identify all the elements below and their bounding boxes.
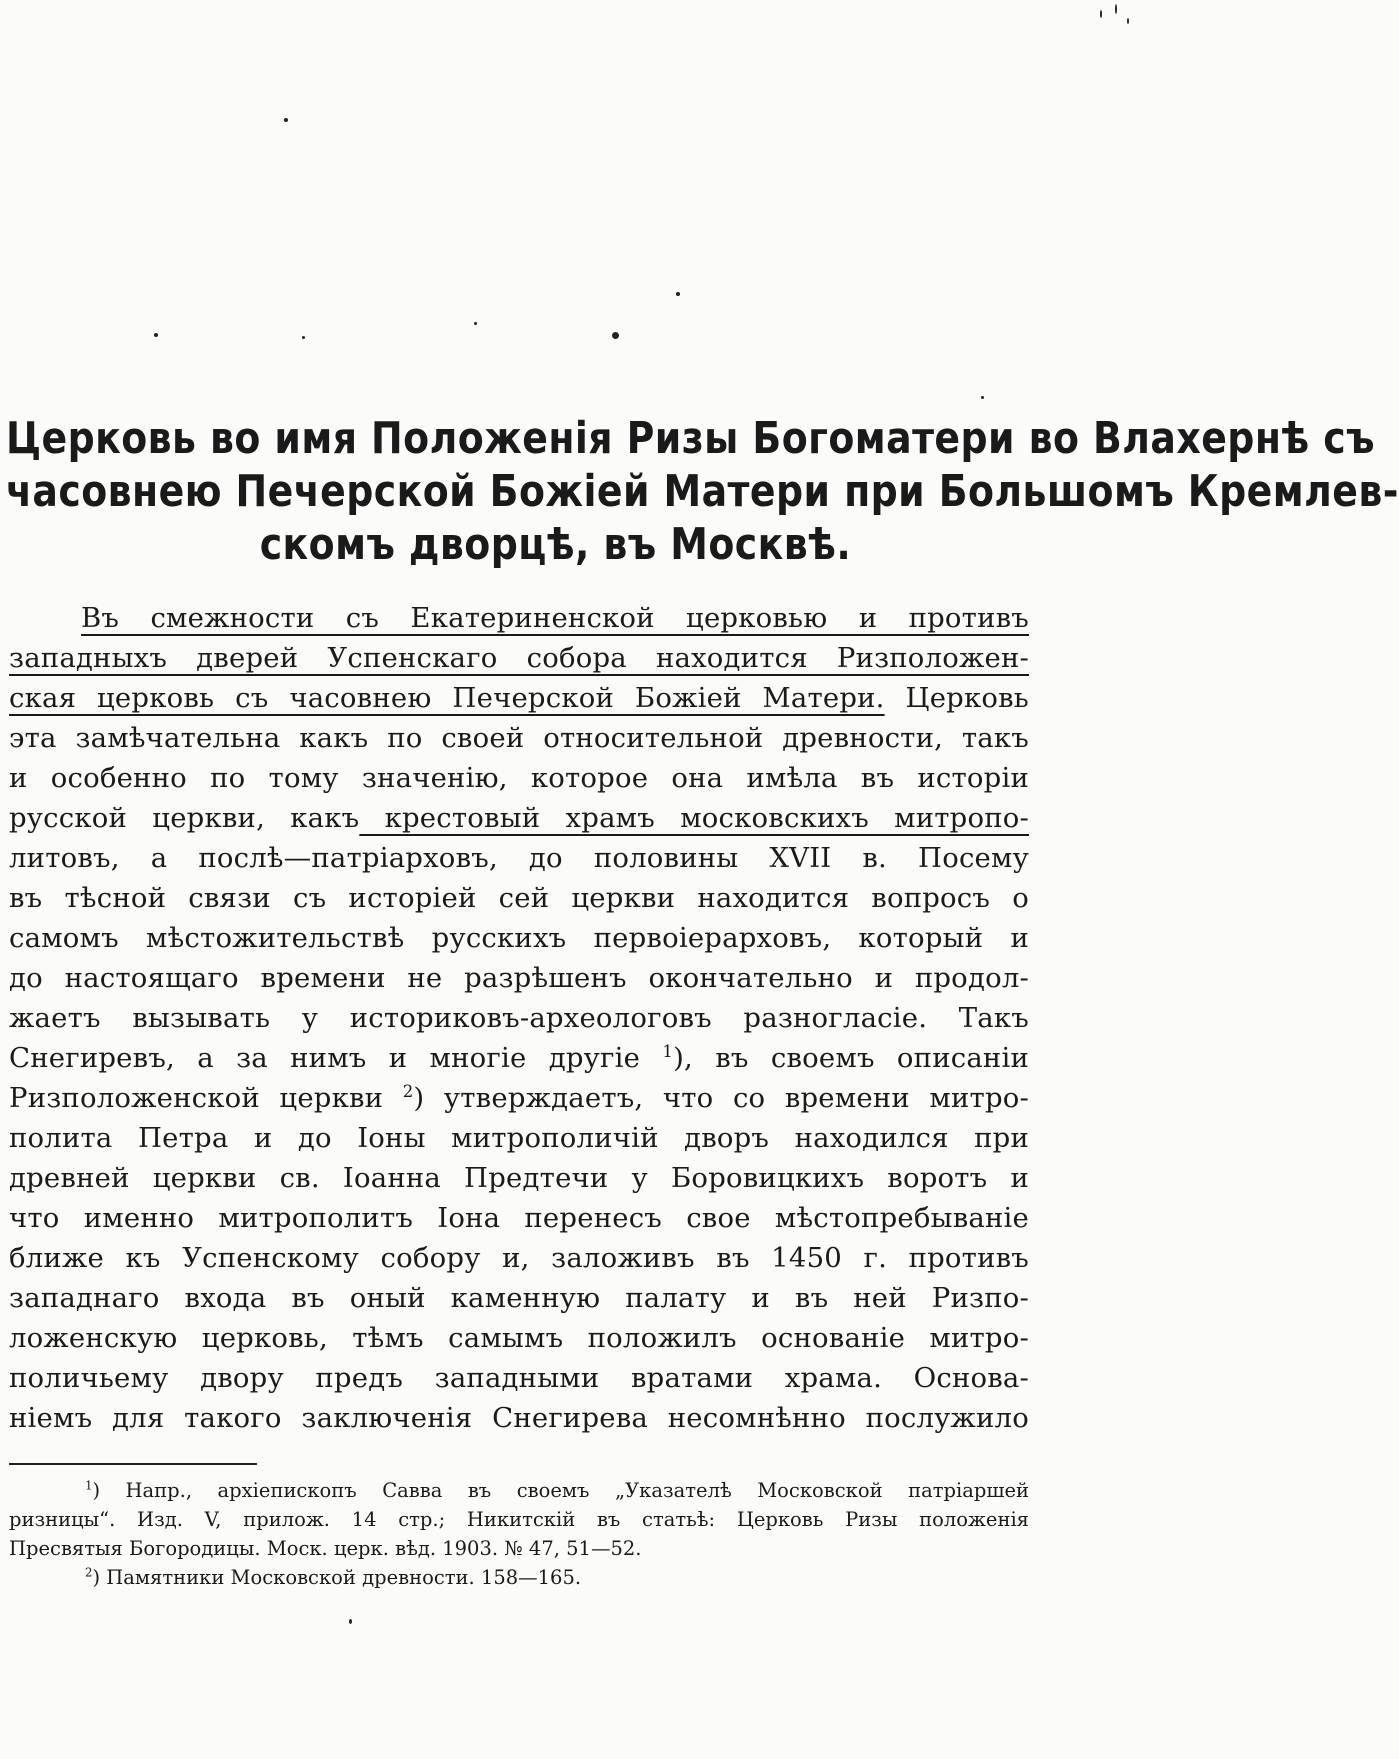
text-line: поличьему двору предъ западными вратами храма. Основа- <box>9 1362 1029 1394</box>
underlined-text: Въ смежности съ Екатериненской церковью и противъ <box>81 602 1029 634</box>
footnote-mark: 1 <box>85 1478 93 1493</box>
text-line: эта замѣчательна какъ по своей относительной древности, такъ <box>9 722 1029 754</box>
footnote-ref[interactable]: 1 <box>662 1041 674 1061</box>
title-line: Церковь во имя Положенія Ризы Богоматери во Влахернѣ съ <box>6 413 1376 464</box>
text-line <box>9 1038 1029 1078</box>
title-line: скомъ дворцѣ, въ Москвѣ. <box>259 519 852 570</box>
text-line <box>9 798 1029 838</box>
footnote-text: ) Памятники Московской древности. 158—165. <box>92 1566 582 1589</box>
footnotes <box>9 1476 1029 1592</box>
scan-speck <box>284 118 288 122</box>
line-text: русской церкви, какъ <box>9 802 360 834</box>
line-text: Ризположенской церкви <box>9 1082 403 1114</box>
text-line <box>9 678 1029 718</box>
text-line <box>9 598 1029 638</box>
footnote-line: Пресвятыя Богородицы. Моск. церк. вѣд. 1903. № 47, 51—52. <box>9 1537 642 1560</box>
footnote-line <box>9 1476 1029 1505</box>
scan-speck <box>612 332 619 339</box>
line-text: Снегиревъ, а за нимъ и многіе другіе <box>9 1042 663 1074</box>
line-text: ), въ своемъ описаніи <box>673 1042 1029 1074</box>
scan-speck <box>349 1619 352 1624</box>
body-text <box>9 598 1029 1438</box>
footnote-line <box>9 1563 1029 1592</box>
text-line: ніемъ для такого заключенія Снегирева несомнѣнно послужило <box>9 1402 1029 1434</box>
scan-speck <box>676 292 680 296</box>
text-line: въ тѣсной связи съ исторіей сей церкви находится вопросъ о <box>9 882 1029 914</box>
scan-speck <box>474 322 477 325</box>
line-text: Церковь <box>884 682 1029 714</box>
footnote-ref[interactable]: 2 <box>402 1081 414 1101</box>
underlined-text: западныхъ дверей Успенскаго собора находится Ризположен- <box>9 642 1029 674</box>
footnote-text: ) Напр., архіепископъ Савва въ своемъ „Указателѣ Московской патріаршей <box>92 1479 1029 1502</box>
text-line: древней церкви св. Іоанна Предтечи у Боровицкихъ воротъ и <box>9 1162 1029 1194</box>
underlined-text: ская церковь съ часовнею Печерской Божіей Матери. <box>9 682 885 714</box>
chapter-title <box>6 412 1399 571</box>
scan-speck <box>302 336 305 339</box>
scan-speck <box>154 333 158 337</box>
text-line: и особенно по тому значенію, которое она имѣла въ исторіи <box>9 762 1029 794</box>
title-line: часовнею Печерской Божіей Матери при Большомъ Кремлев- <box>6 466 1399 517</box>
scan-speck <box>981 396 984 399</box>
text-line <box>9 638 1029 678</box>
text-line: ближе къ Успенскому собору и, заложивъ въ 1450 г. противъ <box>9 1242 1029 1274</box>
footnote-line: ризницы“. Изд. V, прилож. 14 стр.; Никитскій въ статьѣ: Церковь Ризы положенія <box>9 1508 1029 1531</box>
scan-speck <box>1100 10 1102 18</box>
text-line: полита Петра и до Іоны митрополичій дворъ находился при <box>9 1122 1029 1154</box>
footnote-mark: 2 <box>85 1565 93 1580</box>
underlined-text: крестовый храмъ московскихъ митропо- <box>359 802 1030 834</box>
line-text: ) утверждаетъ, что со времени митро- <box>413 1082 1030 1114</box>
footnote-divider <box>9 1463 257 1465</box>
text-line: западнаго входа въ оный каменную палату и въ ней Ризпо- <box>9 1282 1029 1314</box>
text-line: что именно митрополитъ Іона перенесъ свое мѣстопребываніе <box>9 1202 1029 1234</box>
text-line: литовъ, а послѣ—патріарховъ, до половины XVII в. Посему <box>9 842 1029 874</box>
text-line: самомъ мѣстожительствѣ русскихъ первоіерарховъ, который и <box>9 922 1029 954</box>
scan-speck <box>1127 18 1129 24</box>
text-line: жаетъ вызывать у историковъ-археологовъ разногласіе. Такъ <box>9 1002 1029 1034</box>
text-line: ложенскую церковь, тѣмъ самымъ положилъ основаніе митро- <box>9 1322 1029 1354</box>
text-line: до настоящаго времени не разрѣшенъ окончательно и продол- <box>9 962 1029 994</box>
text-line <box>9 1078 1029 1118</box>
scan-speck <box>1115 4 1117 14</box>
